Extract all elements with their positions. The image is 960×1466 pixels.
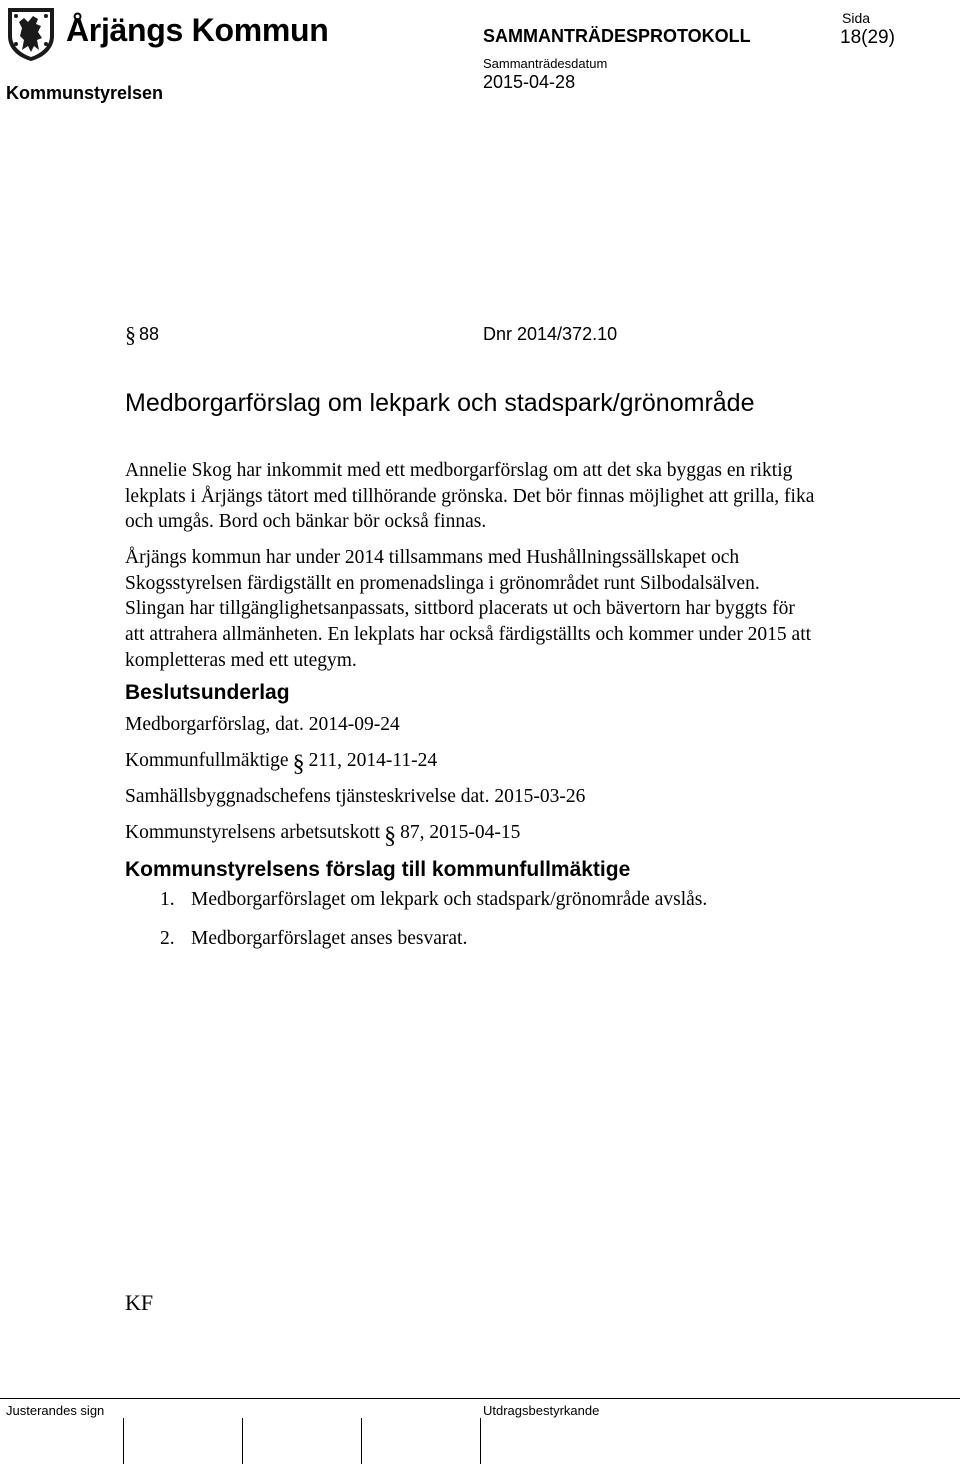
protocol-title: SAMMANTRÄDESPROTOKOLL (483, 26, 751, 46)
footer-divider (0, 1398, 960, 1399)
page-number: 18(29) (840, 27, 895, 48)
page-label: Sida (842, 10, 871, 26)
beslutsunderlag-heading: Beslutsunderlag (125, 681, 290, 704)
paragraph-number: 88 (139, 324, 160, 344)
proposal-item-number: 1. (160, 889, 175, 910)
department-name: Kommunstyrelsen (6, 83, 164, 103)
signature-box-divider (361, 1418, 362, 1464)
diary-number: Dnr 2014/372.10 (483, 324, 618, 344)
meeting-date-label: Sammanträdesdatum (483, 56, 608, 71)
decision-basis-item-4-prefix: Kommunstyrelsens arbetsutskott (125, 822, 381, 843)
coat-of-arms-icon (6, 6, 56, 62)
signature-box-divider (480, 1418, 481, 1464)
section-sign: § (292, 751, 305, 777)
decision-basis-item-2-suffix: 211, 2014-11-24 (308, 750, 438, 771)
municipality-logo (6, 6, 346, 62)
proposal-heading: Kommunstyrelsens förslag till kommunfullmäktige (125, 858, 631, 881)
body-paragraph-2: Årjängs kommun har under 2014 tillsammans med Hushållningssällskapet och Skogsstyrelsen färdigställt en promenadslinga i grönområdet runt Silbodalsälven. Slingan har tillgänglighetsanpassats, sittbord placerats ut och bävertorn har byggts för att attrahera allmänheten. En lekplats har också färdigställts och kommer under 2015 att kompletteras med ett utegym. (125, 547, 812, 671)
decision-basis-item-4 (125, 822, 520, 850)
decision-basis-item-2 (125, 750, 437, 778)
signature-box-divider (242, 1418, 243, 1464)
decision-basis-item-2-prefix: Kommunfullmäktige (125, 750, 289, 771)
logo-text: Årjängs Kommun (66, 12, 329, 48)
body-paragraph-1: Annelie Skog har inkommit med ett medborgarförslag om att det ska byggas en riktig lekplats i Årjängs tätort med tillhörande grönska. Det bör finnas möjlighet att grilla, fika och umgås. Bord och bänkar bör också finnas. (125, 460, 815, 533)
signature-box-divider (123, 1418, 124, 1464)
proposal-item-text: Medborgarförslaget om lekpark och stadspark/grönområde avslås. (191, 889, 708, 910)
proposal-item-text: Medborgarförslaget anses besvarat. (191, 928, 468, 949)
meeting-date: 2015-04-28 (483, 72, 576, 92)
section-sign: § (125, 322, 136, 347)
utdragsbestyrkande-label: Utdragsbestyrkande (483, 1403, 600, 1418)
page-title: Medborgarförslag om lekpark och stadspark/grönområde (125, 389, 755, 417)
decision-basis-item-1: Medborgarförslag, dat. 2014-09-24 (125, 714, 400, 735)
decision-basis-item-3: Samhällsbyggnadschefens tjänsteskrivelse dat. 2015-03-26 (125, 786, 586, 807)
decision-basis-item-4-suffix: 87, 2015-04-15 (400, 822, 521, 843)
justerandes-sign-label: Justerandes sign (6, 1403, 105, 1418)
proposal-item-number: 2. (160, 928, 175, 949)
section-sign: § (384, 823, 397, 849)
distribution-code: KF (125, 1290, 154, 1315)
